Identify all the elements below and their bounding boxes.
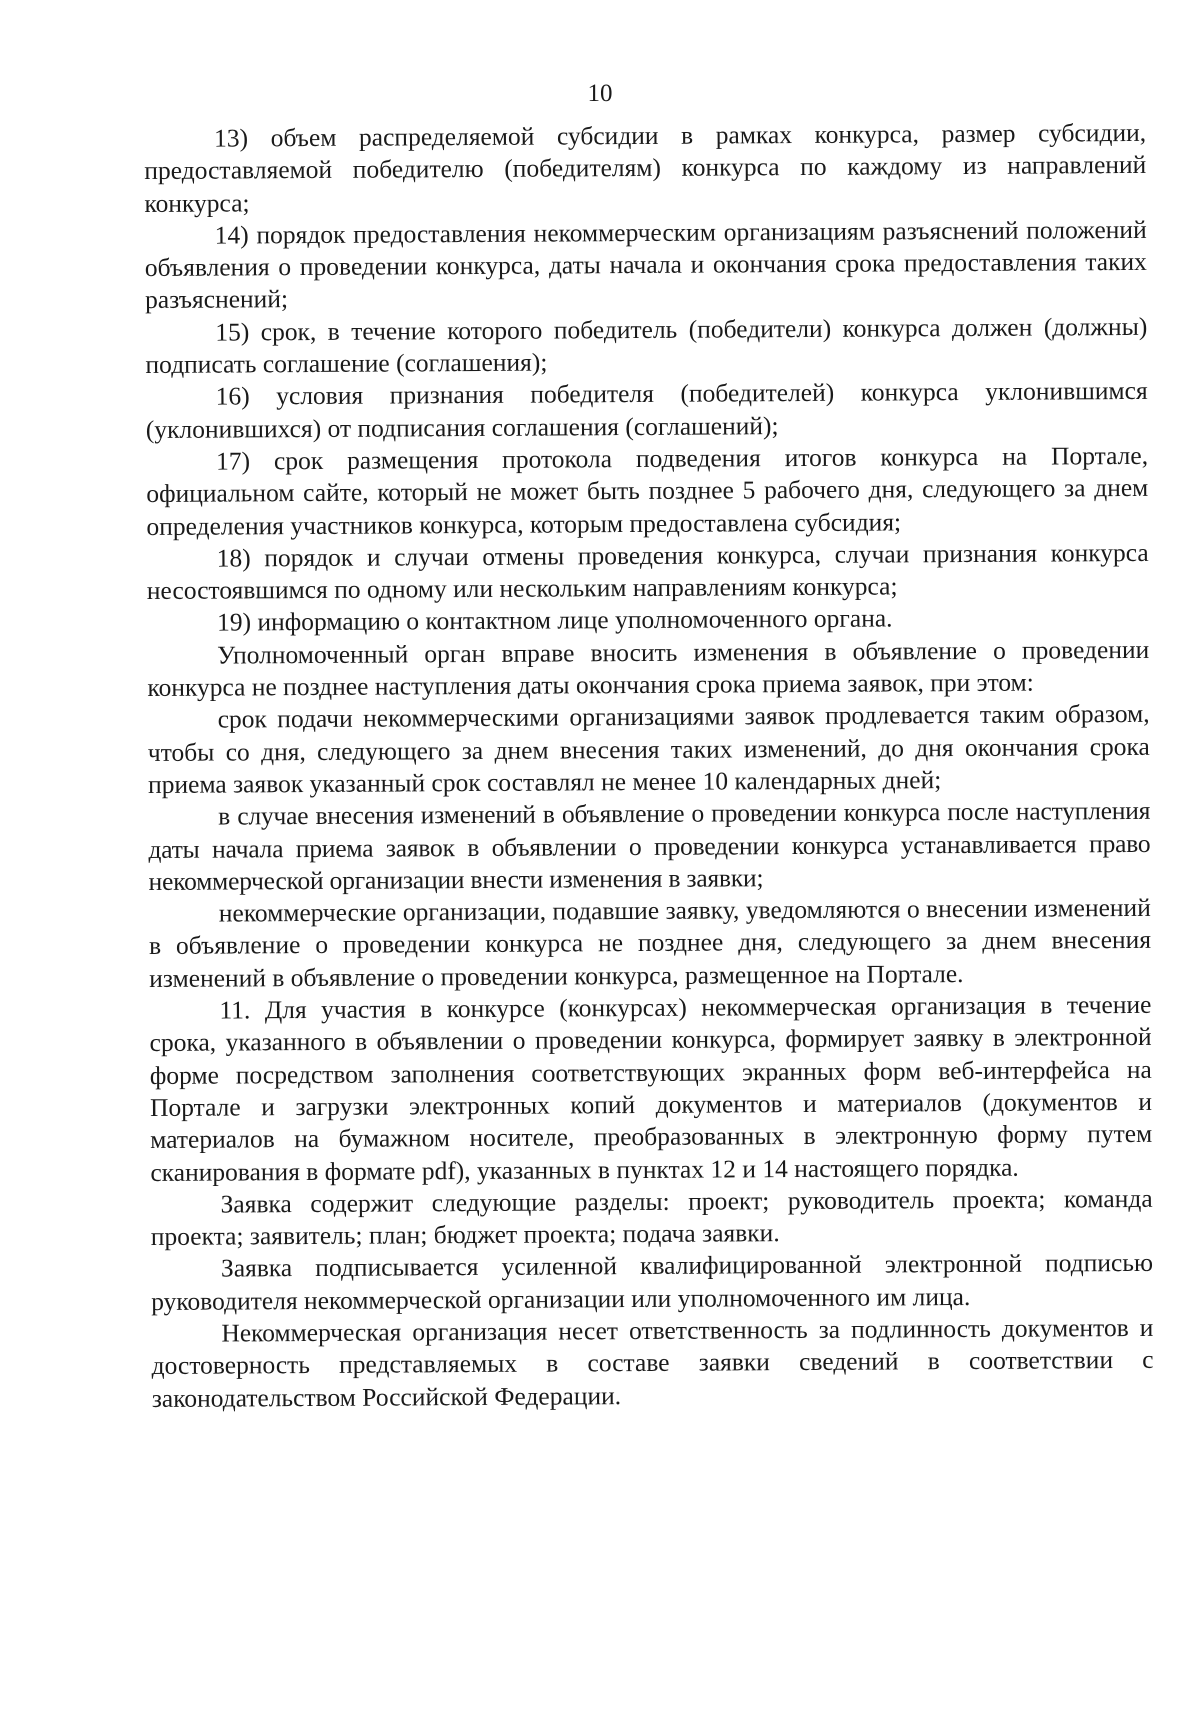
paragraph-item-16: 16) условия признания победителя (победителей) конкурса уклонившимся (уклонившихся) от подписания соглашения (соглашений); <box>145 376 1148 444</box>
paragraph-item-19: 19) информацию о контактном лице уполномоченного органа. <box>216 603 893 638</box>
paragraph-item-14: 14) порядок предоставления некоммерческим организациям разъяснений положений объявления о проведении конкурса, даты начала и окончания срока предоставления таких разъяснений; <box>144 214 1147 315</box>
paragraph-section-11: 11. Для участия в конкурсе (конкурсах) некоммерческая организация в течение срока, указанного в объявлении о проведении конкурса, формирует заявку в электронной форме посредством заполнения соответствующих экранных форм веб-интерфейса на Портале и загрузки электронных копий документов и материалов (документов и материалов на бумажном носителе, преобразованных в электронную форму путем сканирования в формате pdf), указанных в пунктах 12 и 14 настоящего порядка. <box>149 989 1153 1187</box>
page-number: 10 <box>587 80 613 107</box>
document-body <box>144 117 1154 1415</box>
paragraph-application-changes: в случае внесения изменений в объявление о проведении конкурса после наступления даты начала приема заявок в объявлении о проведении конкурса устанавливается право некоммерческой организации внести изменения в заявки; <box>148 796 1151 896</box>
paragraph-application-signature: Заявка подписывается усиленной квалифицированной электронной подписью руководителя некоммерческой организации или уполномоченного им лица. <box>151 1248 1154 1316</box>
paragraph-item-15: 15) срок, в течение которого победитель (победители) конкурса должен (должны) подписать соглашение (соглашения); <box>145 311 1148 380</box>
paragraph-item-13: 13) объем распределяемой субсидии в рамках конкурса, размер субсидии, предоставляемой победителю (победителям) конкурса по каждому из направлений конкурса; <box>144 117 1147 218</box>
paragraph-notification: некоммерческие организации, подавшие заявку, уведомляются о внесении изменений в объявление о проведении конкурса не позднее дня, следующего за днем внесения изменений в объявление о проведении конкурса, размещенное на Портале. <box>148 892 1152 993</box>
paragraph-application-sections: Заявка содержит следующие разделы: проект; руководитель проекта; команда проекта; заявитель; план; бюджет проекта; подача заявки. <box>150 1183 1153 1252</box>
paragraph-item-17: 17) срок размещения протокола подведения итогов конкурса на Портале, официальном сайте, который не может быть позднее 5 рабочего дня, следующего за днем определения участников конкурса, которым предоставлена субсидия; <box>146 440 1149 541</box>
paragraph-deadline-extension: срок подачи некоммерческими организациями заявок продлевается таким образом, чтобы со дня, следующего за днем внесения таких изменений, до дня окончания срока приема заявок указанный срок составлял не менее 10 календарных дней; <box>147 699 1150 799</box>
paragraph-amendment-rule: Уполномоченный орган вправе вносить изменения в объявление о проведении конкурса не позднее наступления даты окончания срока приема заявок, при этом: <box>147 634 1150 703</box>
paragraph-responsibility: Некоммерческая организация несет ответственность за подлинность документов и достоверность представляемых в составе заявки сведений в соответствии с законодательством Российской Федерации. <box>151 1312 1154 1413</box>
paragraph-item-18: 18) порядок и случаи отмены проведения конкурса, случаи признания конкурса несостоявшимся по одному или нескольким направлениям конкурса; <box>146 537 1149 606</box>
